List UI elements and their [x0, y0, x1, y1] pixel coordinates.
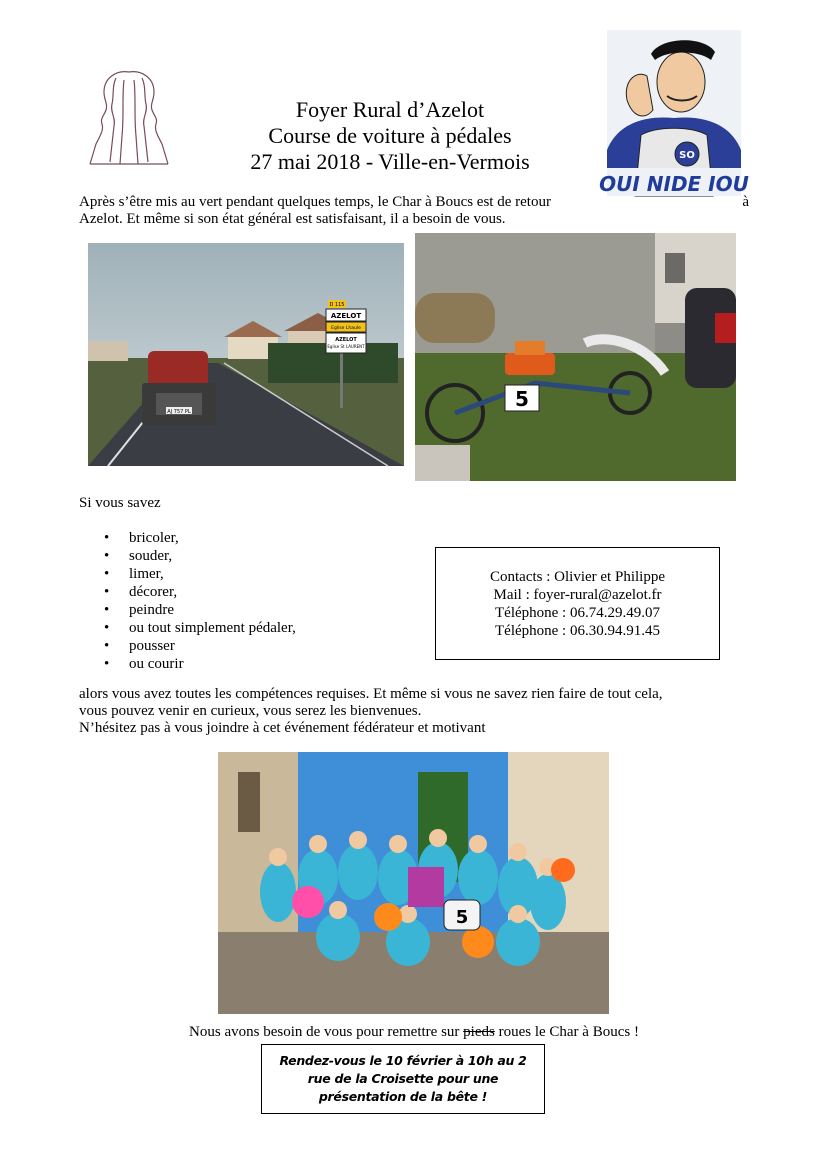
intro-paragraph	[79, 194, 749, 228]
skills-list	[104, 529, 296, 673]
contact-phone-1: Téléphone : 06.74.29.49.07	[495, 604, 660, 621]
intro-text-part2: à	[742, 194, 749, 210]
contact-box	[435, 547, 720, 660]
car-number: 5	[515, 387, 529, 411]
list-item: • souder,	[104, 547, 296, 565]
conclusion-line-1: alors vous avez toutes les compétences requises. Et même si vous ne savez rien faire de tout cela,	[79, 686, 663, 702]
conclusion-line-3: N’hésitez pas à vous joindre à cet événement fédérateur et motivant	[79, 720, 486, 736]
sign-town-name: AZELOT	[330, 312, 362, 320]
group-car-number: 5	[455, 907, 469, 928]
rendezvous-text: Rendez-vous le 10 février à 10h au 2 rue de la Croisette pour une présentation de la bête !	[279, 1053, 527, 1104]
header-date-location: 27 mai 2018 - Ville-en-Vermois	[250, 149, 530, 174]
conclusion-line-2: vous pouvez venir en curieux, vous serez les bienvenues.	[79, 703, 422, 719]
list-item: • limer,	[104, 565, 296, 583]
intro-text-line2: Azelot. Et même si son état général est satisfaisant, il a besoin de vous.	[79, 211, 506, 227]
photo-group-team	[218, 752, 609, 1014]
skills-intro: Si vous savez	[79, 495, 161, 511]
poster-caption: OUI NIDE IOU	[599, 172, 749, 196]
intro-text-part1: Après s’être mis au vert pendant quelques temps, le Char à Boucs est de retour	[79, 194, 551, 210]
list-item: • pousser	[104, 637, 296, 655]
conclusion-paragraph	[79, 686, 749, 737]
header-subtitle: Course de voiture à pédales	[268, 123, 512, 148]
caption-struck-word: pieds	[463, 1024, 495, 1040]
poster-illustration	[599, 30, 749, 196]
document-header	[215, 97, 565, 175]
sign-direction-3: Eglise St LAURENT	[327, 344, 365, 349]
rendezvous-box	[261, 1044, 545, 1114]
list-item: • ou tout simplement pédaler,	[104, 619, 296, 637]
list-item: • bricoler,	[104, 529, 296, 547]
sign-direction-1: Eglise Lhaule	[331, 326, 361, 331]
caption-before: Nous avons besoin de vous pour remettre sur	[189, 1024, 464, 1040]
list-item: • peindre	[104, 601, 296, 619]
photo-azelot-road	[88, 243, 404, 466]
foyer-rural-logo	[86, 66, 172, 168]
poster-shirt-letters: SO	[679, 150, 695, 161]
car-plate: AJ 757 PL	[167, 409, 191, 415]
contact-phone-2: Téléphone : 06.30.94.91.45	[495, 622, 660, 639]
list-item: • décorer,	[104, 583, 296, 601]
sign-road-number: D 115	[329, 302, 345, 308]
call-to-action-caption	[79, 1023, 749, 1041]
sign-direction-2: AZELOT	[335, 337, 357, 343]
list-item: • ou courir	[104, 655, 296, 673]
photo-pedal-car	[415, 233, 736, 481]
contact-names: Contacts : Olivier et Philippe	[490, 568, 665, 585]
contact-email: Mail : foyer-rural@azelot.fr	[493, 586, 662, 603]
caption-after: roues le Char à Boucs !	[494, 1024, 639, 1040]
header-title: Foyer Rural d’Azelot	[295, 97, 485, 122]
